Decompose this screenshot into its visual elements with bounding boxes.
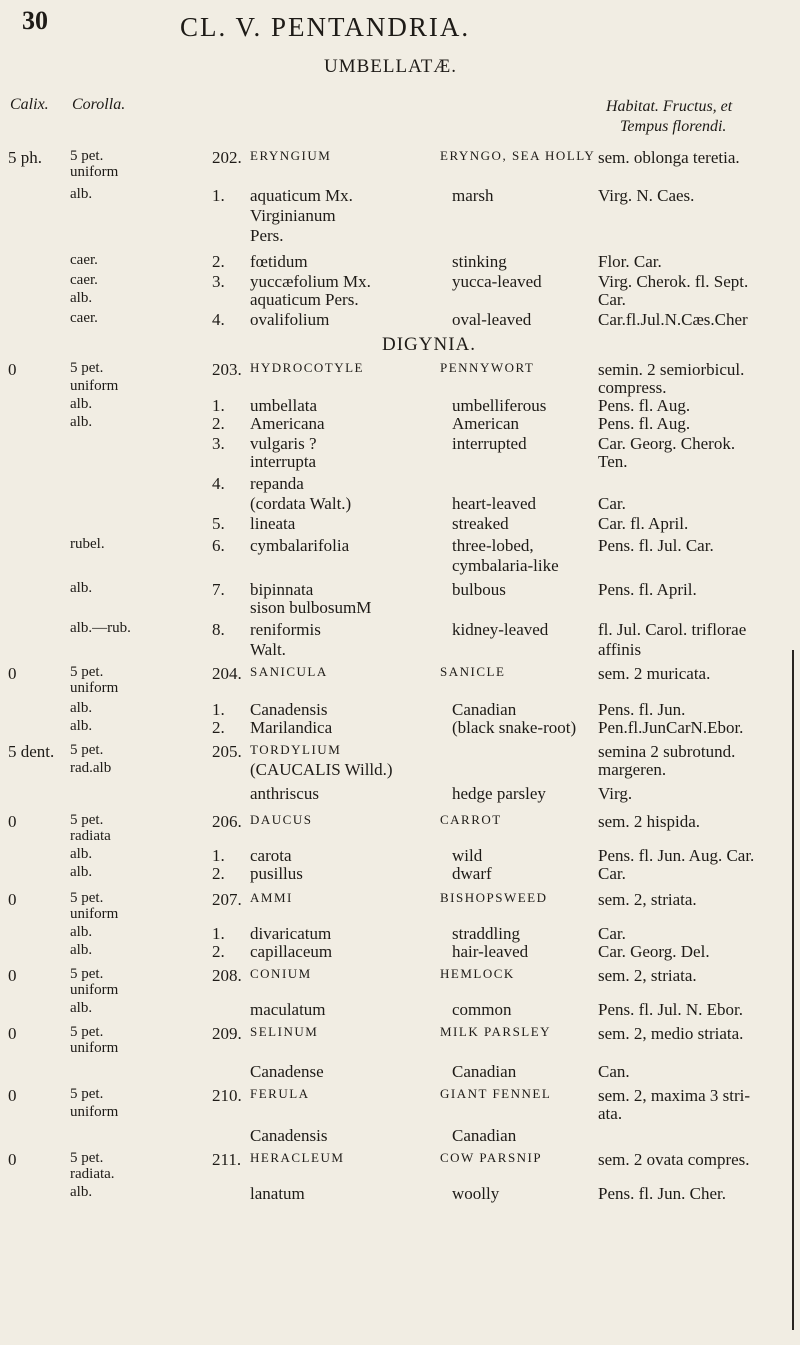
species-name: fœtidum <box>250 252 308 271</box>
english-name: interrupted <box>452 434 527 453</box>
english-genus: MILK PARSLEY <box>440 1024 552 1039</box>
habitat-cell: Pens. fl. Aug. <box>598 396 691 415</box>
genus-name: SANICULA <box>250 664 328 679</box>
list-item <box>0 760 800 786</box>
english-name: oval-leaved <box>452 310 532 329</box>
species-name: Virginianum <box>250 206 336 225</box>
species-name: aquaticum Pers. <box>250 290 359 309</box>
species-name: reniformis <box>250 620 321 639</box>
species-name: Americana <box>250 414 325 433</box>
english-name: kidney-leaved <box>452 620 549 639</box>
habitat-cell: Virg. N. Caes. <box>598 186 695 205</box>
number-cell: 208. <box>212 966 242 985</box>
calix-cell: 0 <box>8 812 17 831</box>
habitat-cell: Can. <box>598 1062 630 1081</box>
habitat-cell: semina 2 subrotund. <box>598 742 736 761</box>
number-cell: 2. <box>212 942 225 961</box>
habitat-cell: fl. Jul. Carol. triflorae <box>598 620 747 639</box>
corolla-cell: radiata <box>70 828 111 844</box>
column-head-habitat: Habitat. Fructus, et <box>606 98 733 115</box>
english-name: American <box>452 414 520 433</box>
corolla-cell: 5 pet. <box>70 890 104 906</box>
corolla-cell: alb. <box>70 700 93 716</box>
calix-cell: 0 <box>8 1024 17 1043</box>
genus-name: DAUCUS <box>250 812 313 827</box>
habitat-cell: sem. 2, maxima 3 stri- <box>598 1086 751 1105</box>
number-cell: 209. <box>212 1024 242 1043</box>
list-item <box>0 640 800 666</box>
list-item <box>0 556 800 582</box>
column-head-tempus: Tempus florendi. <box>620 118 727 135</box>
corolla-cell: rad.alb <box>70 760 112 776</box>
number-cell: 1. <box>212 186 225 205</box>
habitat-cell: Car. Georg. Cherok. <box>598 434 736 453</box>
genus-name: CONIUM <box>250 966 312 981</box>
number-cell: 202. <box>212 148 242 167</box>
list-item <box>0 942 800 968</box>
habitat-cell: margeren. <box>598 760 667 779</box>
habitat-cell: Flor. Car. <box>598 252 662 271</box>
english-name: (black snake-root) <box>452 718 577 737</box>
species-name: yuccæfolium Mx. <box>250 272 371 291</box>
calix-cell: 5 dent. <box>8 742 55 761</box>
genus-name: HERACLEUM <box>250 1150 345 1165</box>
english-name: umbelliferous <box>452 396 547 415</box>
list-item <box>0 784 800 810</box>
habitat-cell: Car. fl. April. <box>598 514 689 533</box>
english-name: marsh <box>452 186 494 205</box>
english-name: three-lobed, <box>452 536 534 555</box>
corolla-cell: uniform <box>70 1104 119 1120</box>
habitat-cell: Pens. fl. Aug. <box>598 414 691 433</box>
english-name: cymbalaria-like <box>452 556 559 575</box>
number-cell: 205. <box>212 742 242 761</box>
species-name: (CAUCALIS Willd.) <box>250 760 393 779</box>
habitat-cell: sem. 2, striata. <box>598 966 697 985</box>
genus-name: AMMI <box>250 890 293 905</box>
english-genus: GIANT FENNEL <box>440 1086 552 1101</box>
species-name: interrupta <box>250 452 317 471</box>
species-name: lanatum <box>250 1184 305 1203</box>
number-cell: 203. <box>212 360 242 379</box>
corolla-cell: alb.—rub. <box>70 620 131 636</box>
habitat-cell: sem. 2, striata. <box>598 890 697 909</box>
species-name: carota <box>250 846 292 865</box>
page-edge-rule <box>792 650 794 1330</box>
calix-cell: 0 <box>8 1150 17 1169</box>
english-genus: PENNYWORT <box>440 360 535 375</box>
calix-cell: 0 <box>8 966 17 985</box>
calix-cell: 0 <box>8 1086 17 1105</box>
corolla-cell: alb. <box>70 864 93 880</box>
species-name: vulgaris ? <box>250 434 317 453</box>
genus-name: SELINUM <box>250 1024 319 1039</box>
habitat-cell: compress. <box>598 378 667 397</box>
corolla-cell: uniform <box>70 906 119 922</box>
number-cell: 206. <box>212 812 242 831</box>
corolla-cell: 5 pet. <box>70 360 104 376</box>
corolla-cell: alb. <box>70 924 93 940</box>
habitat-cell: Pens. fl. Jun. <box>598 700 686 719</box>
number-cell: 8. <box>212 620 225 639</box>
species-name: maculatum <box>250 1000 326 1019</box>
number-cell: 7. <box>212 580 225 599</box>
number-cell: 1. <box>212 700 225 719</box>
english-name: stinking <box>452 252 507 271</box>
habitat-cell: Car. <box>598 924 626 943</box>
corolla-cell: uniform <box>70 378 119 394</box>
corolla-cell: 5 pet. <box>70 742 104 758</box>
list-item <box>0 1062 800 1088</box>
habitat-cell: sem. oblonga teretia. <box>598 148 740 167</box>
habitat-cell: semin. 2 semiorbicul. <box>598 360 745 379</box>
number-cell: 207. <box>212 890 242 909</box>
corolla-cell: 5 pet. <box>70 148 104 164</box>
english-name: wild <box>452 846 483 865</box>
species-name: Canadensis <box>250 1126 328 1145</box>
list-item <box>0 864 800 890</box>
corolla-cell: alb. <box>70 414 93 430</box>
habitat-cell: Pen.fl.JunCarN.Ebor. <box>598 718 744 737</box>
corolla-cell: 5 pet. <box>70 664 104 680</box>
habitat-cell: Virg. Cherok. fl. Sept. <box>598 272 749 291</box>
corolla-cell: uniform <box>70 680 119 696</box>
corolla-cell: 5 pet. <box>70 1150 104 1166</box>
english-genus: COW PARSNIP <box>440 1150 543 1165</box>
species-name: cymbalarifolia <box>250 536 350 555</box>
habitat-cell: Car.fl.Jul.N.Cæs.Cher <box>598 310 748 329</box>
order-heading: DIGYNIA. <box>382 334 477 355</box>
number-cell: 1. <box>212 924 225 943</box>
corolla-cell: radiata. <box>70 1166 115 1182</box>
number-cell: 2. <box>212 252 225 271</box>
english-genus: CARROT <box>440 812 502 827</box>
corolla-cell: uniform <box>70 1040 119 1056</box>
english-name: yucca-leaved <box>452 272 542 291</box>
habitat-cell: Virg. <box>598 784 633 803</box>
number-cell: 5. <box>212 514 225 533</box>
calix-cell: 5 ph. <box>8 148 42 167</box>
corolla-cell: alb. <box>70 846 93 862</box>
list-item <box>0 718 800 744</box>
number-cell: 4. <box>212 474 225 493</box>
number-cell: 2. <box>212 414 225 433</box>
species-name: Walt. <box>250 640 286 659</box>
calix-cell: 0 <box>8 360 17 379</box>
habitat-cell: Car. <box>598 494 626 513</box>
english-name: dwarf <box>452 864 492 883</box>
corolla-cell: alb. <box>70 580 93 596</box>
corolla-cell: 5 pet. <box>70 1086 104 1102</box>
list-item <box>0 1126 800 1152</box>
species-name: sison bulbosumM <box>250 598 372 617</box>
english-genus: ERYNGO, SEA HOLLY <box>440 148 596 163</box>
habitat-cell: sem. 2, medio striata. <box>598 1024 744 1043</box>
species-name: Marilandica <box>250 718 333 737</box>
species-name: Canadense <box>250 1062 324 1081</box>
number-cell: 211. <box>212 1150 242 1169</box>
corolla-cell: alb. <box>70 396 93 412</box>
calix-cell: 0 <box>8 890 17 909</box>
list-item <box>0 1184 800 1210</box>
english-genus: SANICLE <box>440 664 506 679</box>
habitat-cell: Car. Georg. Del. <box>598 942 710 961</box>
corolla-cell: 5 pet. <box>70 812 104 828</box>
number-cell: 6. <box>212 536 225 555</box>
number-cell: 204. <box>212 664 242 683</box>
corolla-cell: alb. <box>70 942 93 958</box>
number-cell: 3. <box>212 434 225 453</box>
species-name: repanda <box>250 474 304 493</box>
column-head-corolla: Corolla. <box>72 96 126 113</box>
habitat-cell: affinis <box>598 640 642 659</box>
species-name: divaricatum <box>250 924 332 943</box>
english-genus: HEMLOCK <box>440 966 515 981</box>
habitat-cell: Car. <box>598 290 626 309</box>
genus-name: TORDYLIUM <box>250 742 342 757</box>
corolla-cell: uniform <box>70 982 119 998</box>
english-name: hedge parsley <box>452 784 546 803</box>
number-cell: 2. <box>212 864 225 883</box>
number-cell: 2. <box>212 718 225 737</box>
list-item <box>0 310 800 336</box>
habitat-cell: ata. <box>598 1104 623 1123</box>
genus-name: HYDROCOTYLE <box>250 360 364 375</box>
species-name: umbellata <box>250 396 318 415</box>
habitat-cell: Car. <box>598 864 626 883</box>
habitat-cell: Pens. fl. April. <box>598 580 697 599</box>
corolla-cell: caer. <box>70 252 98 268</box>
habitat-cell: sem. 2 muricata. <box>598 664 711 683</box>
corolla-cell: alb. <box>70 186 93 202</box>
english-name: streaked <box>452 514 509 533</box>
english-name: hair-leaved <box>452 942 529 961</box>
english-name: common <box>452 1000 512 1019</box>
habitat-cell: Pens. fl. Jun. Cher. <box>598 1184 726 1203</box>
english-name: heart-leaved <box>452 494 536 513</box>
corolla-cell: caer. <box>70 272 98 288</box>
number-cell: 210. <box>212 1086 242 1105</box>
species-name: anthriscus <box>250 784 319 803</box>
english-name: straddling <box>452 924 520 943</box>
habitat-cell: sem. 2 hispida. <box>598 812 700 831</box>
habitat-cell: sem. 2 ovata compres. <box>598 1150 750 1169</box>
corolla-cell: alb. <box>70 1000 93 1016</box>
genus-name: ERYNGIUM <box>250 148 332 163</box>
habitat-cell: Pens. fl. Jun. Aug. Car. <box>598 846 755 865</box>
genus-name: FERULA <box>250 1086 310 1101</box>
habitat-cell: Ten. <box>598 452 628 471</box>
number-cell: 3. <box>212 272 225 291</box>
corolla-cell: alb. <box>70 1184 93 1200</box>
species-name: pusillus <box>250 864 303 883</box>
english-name: Canadian <box>452 700 517 719</box>
corolla-cell: 5 pet. <box>70 1024 104 1040</box>
corolla-cell: rubel. <box>70 536 105 552</box>
species-name: aquaticum Mx. <box>250 186 353 205</box>
corolla-cell: alb. <box>70 290 93 306</box>
calix-cell: 0 <box>8 664 17 683</box>
column-head-calix: Calix. <box>10 96 49 113</box>
species-name: (cordata Walt.) <box>250 494 352 513</box>
english-name: Canadian <box>452 1126 517 1145</box>
species-name: ovalifolium <box>250 310 330 329</box>
number-cell: 1. <box>212 396 225 415</box>
species-name: capillaceum <box>250 942 333 961</box>
species-name: bipinnata <box>250 580 314 599</box>
habitat-cell: Pens. fl. Jul. N. Ebor. <box>598 1000 743 1019</box>
corolla-cell: caer. <box>70 310 98 326</box>
page-number: 30 <box>22 6 48 35</box>
running-head: CL. V. PENTANDRIA. <box>180 12 471 42</box>
habitat-cell: Pens. fl. Jul. Car. <box>598 536 714 555</box>
number-cell: 1. <box>212 846 225 865</box>
corolla-cell: 5 pet. <box>70 966 104 982</box>
list-item <box>0 1000 800 1026</box>
corolla-cell: uniform <box>70 164 119 180</box>
class-heading: UMBELLATÆ. <box>324 56 457 77</box>
species-name: lineata <box>250 514 296 533</box>
english-genus: BISHOPSWEED <box>440 890 548 905</box>
list-item <box>0 226 800 252</box>
corolla-cell: alb. <box>70 718 93 734</box>
species-name: Canadensis <box>250 700 328 719</box>
english-name: bulbous <box>452 580 506 599</box>
english-name: Canadian <box>452 1062 517 1081</box>
species-name: Pers. <box>250 226 284 245</box>
english-name: woolly <box>452 1184 500 1203</box>
number-cell: 4. <box>212 310 225 329</box>
